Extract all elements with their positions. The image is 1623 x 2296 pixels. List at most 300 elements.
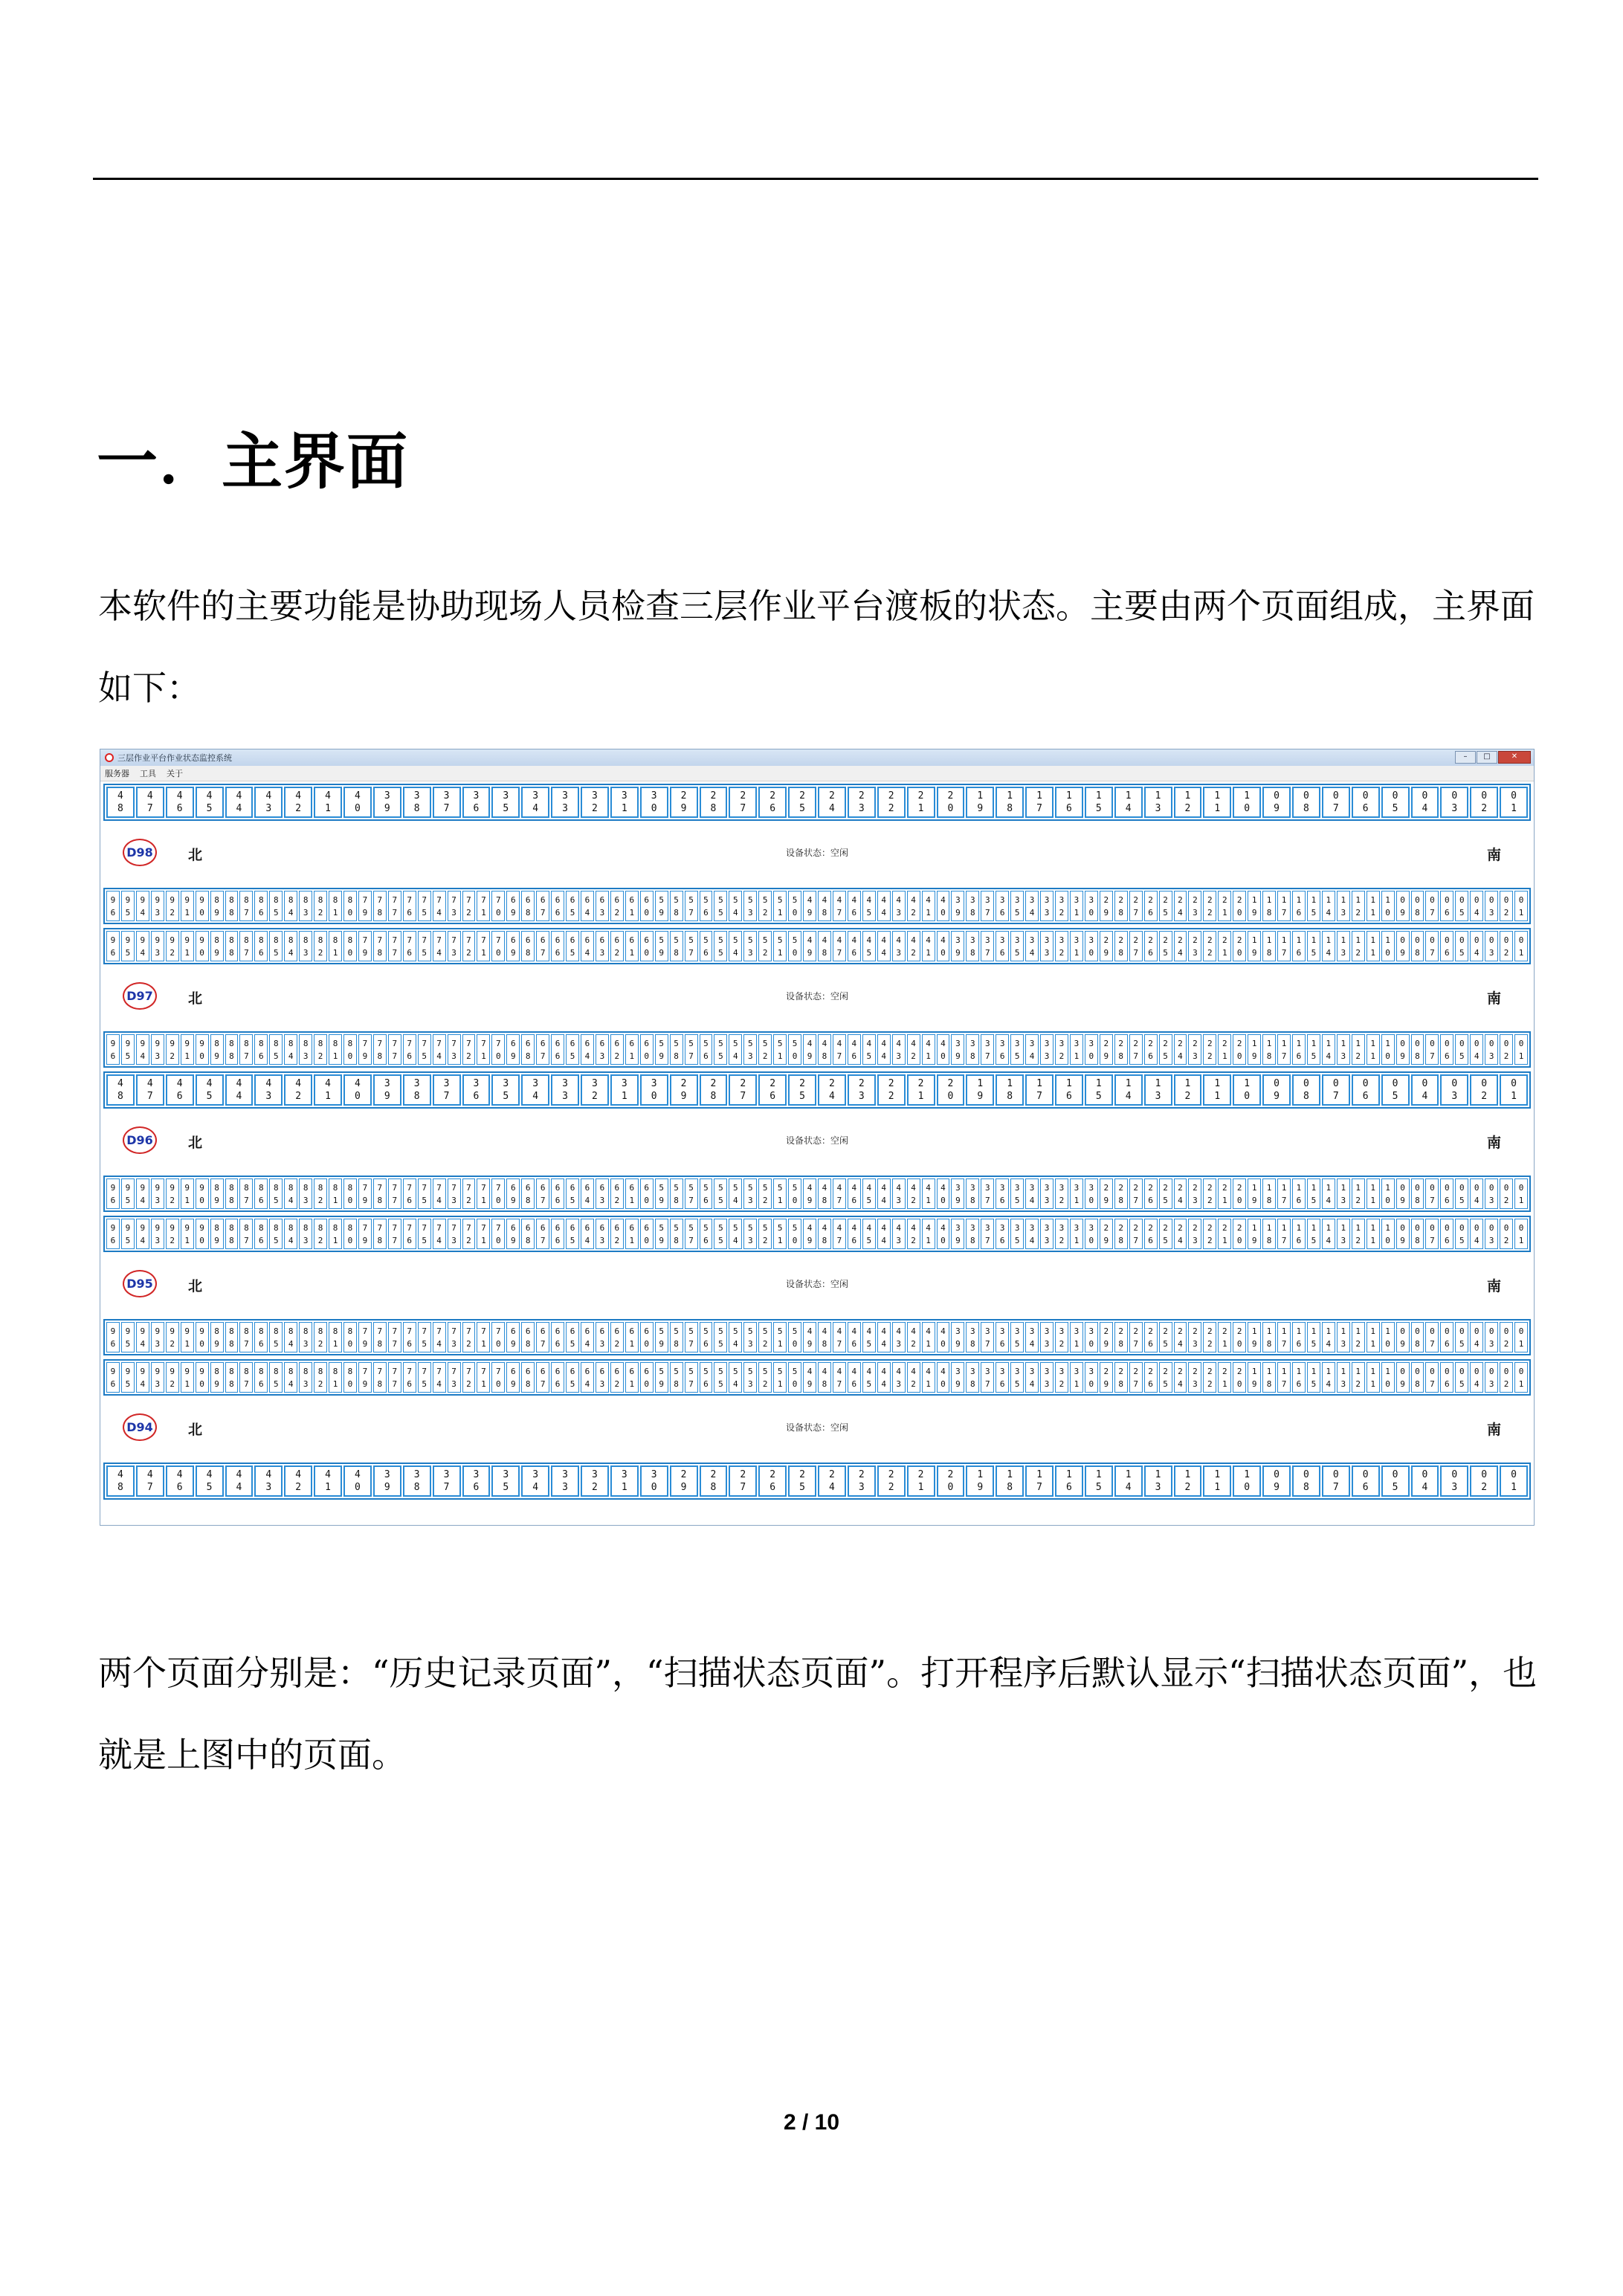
slot-cell[interactable]	[418, 1362, 431, 1393]
platform-badge[interactable]: D97	[123, 982, 157, 1010]
slot-cell[interactable]	[803, 1362, 816, 1393]
slot-cell[interactable]	[758, 1178, 772, 1209]
slot-cell[interactable]	[521, 1074, 549, 1106]
slot-cell[interactable]	[254, 1465, 283, 1497]
slot-cell[interactable]	[640, 1034, 654, 1065]
slot-cell[interactable]	[670, 787, 698, 818]
slot-cell[interactable]	[640, 891, 654, 921]
slot-cell[interactable]	[551, 1074, 579, 1106]
slot-cell[interactable]	[433, 1178, 446, 1209]
slot-cell[interactable]	[818, 1465, 846, 1497]
slot-cell[interactable]	[1010, 1219, 1024, 1249]
slot-cell[interactable]	[1485, 931, 1498, 961]
slot-cell[interactable]	[1174, 891, 1187, 921]
slot-cell[interactable]	[862, 1322, 876, 1352]
slot-cell[interactable]	[1100, 931, 1113, 961]
slot-cell[interactable]	[700, 1178, 713, 1209]
slot-cell[interactable]	[773, 1219, 787, 1249]
slot-cell[interactable]	[151, 1219, 164, 1249]
slot-cell[interactable]	[1010, 931, 1024, 961]
slot-cell[interactable]	[521, 787, 549, 818]
slot-cell[interactable]	[196, 891, 209, 921]
slot-cell[interactable]	[225, 931, 239, 961]
slot-cell[interactable]	[1025, 1219, 1039, 1249]
slot-cell[interactable]	[566, 1034, 579, 1065]
slot-cell[interactable]	[685, 1362, 698, 1393]
slot-cell[interactable]	[1500, 1074, 1528, 1106]
slot-cell[interactable]	[1188, 931, 1201, 961]
slot-cell[interactable]	[892, 891, 906, 921]
slot-cell[interactable]	[1514, 1219, 1528, 1249]
slot-cell[interactable]	[907, 891, 920, 921]
slot-cell[interactable]	[877, 1465, 906, 1497]
slot-cell[interactable]	[862, 1362, 876, 1393]
slot-cell[interactable]	[269, 1322, 283, 1352]
slot-cell[interactable]	[388, 891, 401, 921]
slot-cell[interactable]	[284, 1219, 297, 1249]
slot-cell[interactable]	[625, 1219, 639, 1249]
slot-cell[interactable]	[729, 1219, 742, 1249]
slot-cell[interactable]	[1337, 1178, 1350, 1209]
slot-cell[interactable]	[981, 1219, 994, 1249]
slot-cell[interactable]	[729, 1465, 757, 1497]
slot-cell[interactable]	[314, 1465, 342, 1497]
slot-cell[interactable]	[1144, 1178, 1158, 1209]
slot-cell[interactable]	[284, 1465, 312, 1497]
slot-cell[interactable]	[1055, 1465, 1083, 1497]
slot-cell[interactable]	[729, 1322, 742, 1352]
slot-cell[interactable]	[848, 787, 876, 818]
slot-cell[interactable]	[1174, 1034, 1187, 1065]
slot-cell[interactable]	[596, 1034, 609, 1065]
slot-cell[interactable]	[269, 891, 283, 921]
slot-cell[interactable]	[521, 891, 535, 921]
slot-cell[interactable]	[1233, 1219, 1246, 1249]
slot-cell[interactable]	[314, 931, 327, 961]
slot-cell[interactable]	[1440, 931, 1453, 961]
slot-cell[interactable]	[136, 931, 149, 961]
slot-cell[interactable]	[1085, 1219, 1098, 1249]
slot-cell[interactable]	[892, 1034, 906, 1065]
slot-cell[interactable]	[477, 1178, 490, 1209]
slot-cell[interactable]	[1025, 1034, 1039, 1065]
slot-cell[interactable]	[1440, 787, 1468, 818]
slot-cell[interactable]	[566, 1219, 579, 1249]
slot-cell[interactable]	[1144, 1074, 1172, 1106]
slot-cell[interactable]	[433, 1362, 446, 1393]
slot-cell[interactable]	[1040, 1178, 1054, 1209]
slot-cell[interactable]	[373, 1322, 387, 1352]
slot-cell[interactable]	[121, 931, 135, 961]
slot-cell[interactable]	[1174, 1322, 1187, 1352]
slot-cell[interactable]	[981, 1034, 994, 1065]
slot-cell[interactable]	[714, 1219, 727, 1249]
slot-cell[interactable]	[818, 931, 831, 961]
slot-cell[interactable]	[1500, 1322, 1513, 1352]
slot-cell[interactable]	[254, 1362, 268, 1393]
slot-cell[interactable]	[1440, 1465, 1468, 1497]
slot-cell[interactable]	[714, 1178, 727, 1209]
slot-cell[interactable]	[166, 1219, 179, 1249]
slot-cell[interactable]	[1322, 1322, 1335, 1352]
slot-cell[interactable]	[1352, 1362, 1365, 1393]
slot-cell[interactable]	[521, 1178, 535, 1209]
slot-cell[interactable]	[981, 1322, 994, 1352]
slot-cell[interactable]	[1455, 1322, 1468, 1352]
close-button[interactable]: ✕	[1498, 751, 1531, 764]
slot-cell[interactable]	[1248, 891, 1261, 921]
slot-cell[interactable]	[196, 1465, 224, 1497]
slot-cell[interactable]	[166, 931, 179, 961]
slot-cell[interactable]	[818, 891, 831, 921]
slot-cell[interactable]	[1322, 931, 1335, 961]
slot-cell[interactable]	[1500, 787, 1528, 818]
slot-cell[interactable]	[1485, 891, 1498, 921]
slot-cell[interactable]	[254, 1322, 268, 1352]
slot-cell[interactable]	[314, 1219, 327, 1249]
slot-cell[interactable]	[1470, 787, 1498, 818]
slot-cell[interactable]	[581, 1074, 609, 1106]
slot-cell[interactable]	[210, 891, 224, 921]
slot-cell[interactable]	[1322, 1074, 1350, 1106]
slot-cell[interactable]	[506, 1034, 520, 1065]
slot-cell[interactable]	[521, 1219, 535, 1249]
slot-cell[interactable]	[1010, 1034, 1024, 1065]
slot-cell[interactable]	[907, 1362, 920, 1393]
slot-cell[interactable]	[937, 1178, 950, 1209]
slot-cell[interactable]	[210, 931, 224, 961]
slot-cell[interactable]	[1248, 1362, 1261, 1393]
slot-cell[interactable]	[1218, 931, 1231, 961]
slot-cell[interactable]	[1367, 1362, 1380, 1393]
slot-cell[interactable]	[877, 931, 891, 961]
slot-cell[interactable]	[758, 1362, 772, 1393]
slot-cell[interactable]	[1411, 891, 1424, 921]
slot-cell[interactable]	[729, 931, 742, 961]
slot-cell[interactable]	[1277, 1034, 1291, 1065]
slot-cell[interactable]	[892, 1219, 906, 1249]
slot-cell[interactable]	[254, 787, 283, 818]
slot-cell[interactable]	[596, 891, 609, 921]
slot-cell[interactable]	[196, 1219, 209, 1249]
slot-cell[interactable]	[1025, 891, 1039, 921]
slot-cell[interactable]	[225, 1178, 239, 1209]
slot-cell[interactable]	[1114, 1034, 1128, 1065]
slot-cell[interactable]	[1500, 1219, 1513, 1249]
slot-cell[interactable]	[581, 1219, 594, 1249]
slot-cell[interactable]	[1381, 891, 1395, 921]
slot-cell[interactable]	[996, 1034, 1009, 1065]
slot-cell[interactable]	[610, 1465, 639, 1497]
slot-cell[interactable]	[491, 1322, 505, 1352]
slot-cell[interactable]	[1129, 1362, 1143, 1393]
slot-cell[interactable]	[551, 931, 564, 961]
slot-cell[interactable]	[966, 787, 994, 818]
slot-cell[interactable]	[1292, 931, 1306, 961]
slot-cell[interactable]	[1500, 891, 1513, 921]
slot-cell[interactable]	[1337, 931, 1350, 961]
slot-cell[interactable]	[373, 787, 401, 818]
slot-cell[interactable]	[373, 1178, 387, 1209]
slot-cell[interactable]	[403, 1322, 416, 1352]
slot-cell[interactable]	[1070, 931, 1083, 961]
slot-cell[interactable]	[640, 787, 668, 818]
slot-cell[interactable]	[254, 1178, 268, 1209]
slot-cell[interactable]	[700, 1034, 713, 1065]
slot-cell[interactable]	[181, 1219, 194, 1249]
slot-cell[interactable]	[1277, 1322, 1291, 1352]
slot-cell[interactable]	[1188, 891, 1201, 921]
slot-cell[interactable]	[1381, 931, 1395, 961]
slot-cell[interactable]	[729, 787, 757, 818]
slot-cell[interactable]	[1010, 1322, 1024, 1352]
slot-cell[interactable]	[1470, 1034, 1483, 1065]
slot-cell[interactable]	[833, 931, 846, 961]
slot-cell[interactable]	[388, 1178, 401, 1209]
slot-cell[interactable]	[388, 1034, 401, 1065]
slot-cell[interactable]	[1292, 1322, 1306, 1352]
slot-cell[interactable]	[907, 931, 920, 961]
slot-cell[interactable]	[862, 891, 876, 921]
slot-cell[interactable]	[1233, 891, 1246, 921]
slot-cell[interactable]	[1010, 1178, 1024, 1209]
slot-cell[interactable]	[610, 1178, 624, 1209]
slot-cell[interactable]	[1010, 1362, 1024, 1393]
slot-cell[interactable]	[803, 1322, 816, 1352]
slot-cell[interactable]	[433, 1465, 461, 1497]
slot-cell[interactable]	[1500, 1034, 1513, 1065]
slot-cell[interactable]	[848, 1178, 861, 1209]
slot-cell[interactable]	[1470, 1322, 1483, 1352]
slot-cell[interactable]	[818, 1178, 831, 1209]
slot-cell[interactable]	[1425, 1219, 1439, 1249]
slot-cell[interactable]	[225, 1219, 239, 1249]
slot-cell[interactable]	[254, 1034, 268, 1065]
slot-cell[interactable]	[1218, 1322, 1231, 1352]
slot-cell[interactable]	[343, 1034, 357, 1065]
slot-cell[interactable]	[1129, 1322, 1143, 1352]
slot-cell[interactable]	[581, 1322, 594, 1352]
slot-cell[interactable]	[462, 931, 476, 961]
slot-cell[interactable]	[625, 1362, 639, 1393]
slot-cell[interactable]	[1292, 1219, 1306, 1249]
slot-cell[interactable]	[1085, 1465, 1113, 1497]
slot-cell[interactable]	[1440, 1074, 1468, 1106]
slot-cell[interactable]	[343, 1074, 372, 1106]
slot-cell[interactable]	[225, 1362, 239, 1393]
slot-cell[interactable]	[1025, 787, 1054, 818]
slot-cell[interactable]	[1114, 1362, 1128, 1393]
slot-cell[interactable]	[907, 1219, 920, 1249]
slot-cell[interactable]	[284, 1322, 297, 1352]
platform-badge[interactable]: D94	[123, 1413, 157, 1441]
slot-cell[interactable]	[1040, 1322, 1054, 1352]
slot-cell[interactable]	[1292, 1074, 1320, 1106]
slot-cell[interactable]	[343, 891, 357, 921]
slot-cell[interactable]	[670, 1322, 683, 1352]
slot-cell[interactable]	[151, 1322, 164, 1352]
slot-cell[interactable]	[566, 1178, 579, 1209]
slot-cell[interactable]	[239, 931, 253, 961]
slot-cell[interactable]	[758, 1034, 772, 1065]
slot-cell[interactable]	[239, 1219, 253, 1249]
slot-cell[interactable]	[1425, 1178, 1439, 1209]
slot-cell[interactable]	[1218, 891, 1231, 921]
slot-cell[interactable]	[1100, 1219, 1113, 1249]
slot-cell[interactable]	[743, 1322, 757, 1352]
slot-cell[interactable]	[418, 1178, 431, 1209]
slot-cell[interactable]	[996, 1465, 1024, 1497]
slot-cell[interactable]	[966, 1219, 979, 1249]
slot-cell[interactable]	[1514, 1362, 1528, 1393]
slot-cell[interactable]	[848, 1465, 876, 1497]
slot-cell[interactable]	[803, 1034, 816, 1065]
slot-cell[interactable]	[610, 931, 624, 961]
slot-cell[interactable]	[1485, 1178, 1498, 1209]
slot-cell[interactable]	[1114, 891, 1128, 921]
slot-cell[interactable]	[358, 1034, 372, 1065]
slot-cell[interactable]	[1174, 1178, 1187, 1209]
slot-cell[interactable]	[343, 1465, 372, 1497]
slot-cell[interactable]	[907, 1074, 935, 1106]
slot-cell[interactable]	[1129, 1034, 1143, 1065]
slot-cell[interactable]	[136, 1034, 149, 1065]
slot-cell[interactable]	[136, 1322, 149, 1352]
slot-cell[interactable]	[343, 787, 372, 818]
slot-cell[interactable]	[1514, 931, 1528, 961]
slot-cell[interactable]	[210, 1178, 224, 1209]
slot-cell[interactable]	[833, 1362, 846, 1393]
slot-cell[interactable]	[1085, 1074, 1113, 1106]
slot-cell[interactable]	[373, 1034, 387, 1065]
slot-cell[interactable]	[803, 1219, 816, 1249]
slot-cell[interactable]	[433, 1322, 446, 1352]
slot-cell[interactable]	[136, 891, 149, 921]
slot-cell[interactable]	[951, 1322, 964, 1352]
slot-cell[interactable]	[1100, 891, 1113, 921]
slot-cell[interactable]	[1455, 1362, 1468, 1393]
slot-cell[interactable]	[1455, 931, 1468, 961]
slot-cell[interactable]	[743, 891, 757, 921]
slot-cell[interactable]	[1203, 1034, 1216, 1065]
slot-cell[interactable]	[1055, 1362, 1068, 1393]
slot-cell[interactable]	[1307, 931, 1320, 961]
slot-cell[interactable]	[1262, 931, 1276, 961]
slot-cell[interactable]	[343, 1219, 357, 1249]
slot-cell[interactable]	[1203, 787, 1231, 818]
slot-cell[interactable]	[788, 1362, 801, 1393]
slot-cell[interactable]	[773, 1362, 787, 1393]
slot-cell[interactable]	[225, 1322, 239, 1352]
slot-cell[interactable]	[433, 1219, 446, 1249]
slot-cell[interactable]	[1144, 1362, 1158, 1393]
slot-cell[interactable]	[1514, 891, 1528, 921]
slot-cell[interactable]	[1100, 1178, 1113, 1209]
slot-cell[interactable]	[729, 891, 742, 921]
slot-cell[interactable]	[996, 1362, 1009, 1393]
slot-cell[interactable]	[907, 1178, 920, 1209]
slot-cell[interactable]	[714, 1034, 727, 1065]
slot-cell[interactable]	[655, 1219, 668, 1249]
slot-cell[interactable]	[922, 1034, 935, 1065]
slot-cell[interactable]	[166, 1034, 179, 1065]
slot-cell[interactable]	[121, 1362, 135, 1393]
slot-cell[interactable]	[1352, 1178, 1365, 1209]
slot-cell[interactable]	[358, 931, 372, 961]
slot-cell[interactable]	[773, 1034, 787, 1065]
slot-cell[interactable]	[358, 1322, 372, 1352]
slot-cell[interactable]	[1114, 1074, 1143, 1106]
slot-cell[interactable]	[1129, 1178, 1143, 1209]
slot-cell[interactable]	[358, 891, 372, 921]
slot-cell[interactable]	[418, 1219, 431, 1249]
slot-cell[interactable]	[1025, 931, 1039, 961]
slot-cell[interactable]	[1425, 1362, 1439, 1393]
slot-cell[interactable]	[536, 1362, 549, 1393]
slot-cell[interactable]	[254, 891, 268, 921]
slot-cell[interactable]	[848, 1074, 876, 1106]
slot-cell[interactable]	[121, 1219, 135, 1249]
slot-cell[interactable]	[373, 891, 387, 921]
slot-cell[interactable]	[403, 931, 416, 961]
slot-cell[interactable]	[536, 1178, 549, 1209]
slot-cell[interactable]	[1040, 1362, 1054, 1393]
slot-cell[interactable]	[521, 1362, 535, 1393]
slot-cell[interactable]	[491, 1219, 505, 1249]
slot-cell[interactable]	[166, 1074, 194, 1106]
slot-cell[interactable]	[1381, 1074, 1410, 1106]
slot-cell[interactable]	[788, 1074, 816, 1106]
slot-cell[interactable]	[1114, 1219, 1128, 1249]
slot-cell[interactable]	[1470, 891, 1483, 921]
slot-cell[interactable]	[1307, 1034, 1320, 1065]
slot-cell[interactable]	[1500, 1362, 1513, 1393]
slot-cell[interactable]	[121, 891, 135, 921]
slot-cell[interactable]	[877, 1219, 891, 1249]
slot-cell[interactable]	[773, 891, 787, 921]
slot-cell[interactable]	[329, 1219, 342, 1249]
slot-cell[interactable]	[181, 1034, 194, 1065]
slot-cell[interactable]	[848, 891, 861, 921]
slot-cell[interactable]	[462, 1034, 476, 1065]
slot-cell[interactable]	[403, 1362, 416, 1393]
slot-cell[interactable]	[462, 1178, 476, 1209]
slot-cell[interactable]	[373, 1362, 387, 1393]
slot-cell[interactable]	[418, 931, 431, 961]
slot-cell[interactable]	[1470, 1219, 1483, 1249]
slot-cell[interactable]	[1055, 891, 1068, 921]
slot-cell[interactable]	[596, 931, 609, 961]
slot-cell[interactable]	[1203, 891, 1216, 921]
slot-cell[interactable]	[506, 931, 520, 961]
slot-cell[interactable]	[1307, 1322, 1320, 1352]
slot-cell[interactable]	[1114, 787, 1143, 818]
slot-cell[interactable]	[314, 1074, 342, 1106]
slot-cell[interactable]	[670, 1074, 698, 1106]
slot-cell[interactable]	[536, 931, 549, 961]
slot-cell[interactable]	[477, 1322, 490, 1352]
slot-cell[interactable]	[1396, 1322, 1410, 1352]
slot-cell[interactable]	[1352, 787, 1380, 818]
slot-cell[interactable]	[922, 931, 935, 961]
slot-cell[interactable]	[1248, 931, 1261, 961]
slot-cell[interactable]	[1277, 1362, 1291, 1393]
slot-cell[interactable]	[1367, 891, 1380, 921]
slot-cell[interactable]	[551, 1219, 564, 1249]
slot-cell[interactable]	[166, 1362, 179, 1393]
slot-cell[interactable]	[773, 931, 787, 961]
slot-cell[interactable]	[1440, 1362, 1453, 1393]
